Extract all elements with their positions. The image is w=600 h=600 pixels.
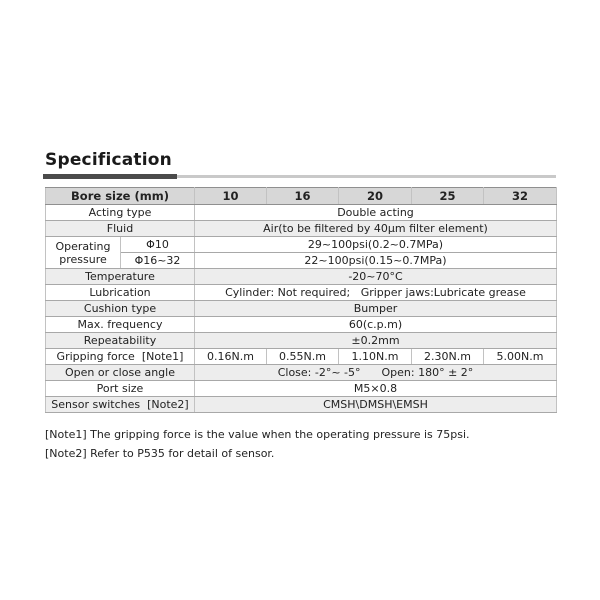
row-lubrication [46, 285, 557, 301]
row-value: 29~100psi(0.2~0.7MPa) [195, 237, 557, 253]
row-label: Repeatability [46, 333, 195, 349]
section-title: Specification [45, 150, 172, 170]
title-underline-dark [43, 174, 177, 179]
row-value: Bumper [195, 301, 557, 317]
specification-table [45, 187, 557, 413]
header-col-10: 10 [195, 188, 267, 205]
gripping-force-16: 0.55N.m [267, 349, 339, 365]
gripping-force-32: 5.00N.m [484, 349, 557, 365]
row-value: CMSH\DMSH\EMSH [195, 397, 557, 413]
title-underline [45, 174, 556, 179]
row-label: Acting type [46, 205, 195, 221]
spec-section [45, 149, 556, 463]
row-value: ±0.2mm [195, 333, 557, 349]
row-operating-pressure-2 [46, 253, 557, 269]
row-open-close-angle [46, 365, 557, 381]
header-col-20: 20 [339, 188, 412, 205]
row-label: Lubrication [46, 285, 195, 301]
row-value: 22~100psi(0.15~0.7MPa) [195, 253, 557, 269]
header-bore-size: Bore size (mm) [46, 188, 195, 205]
row-label: Cushion type [46, 301, 195, 317]
row-value: 60(c.p.m) [195, 317, 557, 333]
row-operating-pressure-1 [46, 237, 557, 253]
row-repeatability [46, 333, 557, 349]
gripping-force-20: 1.10N.m [339, 349, 412, 365]
row-label: Gripping force [Note1] [46, 349, 195, 365]
pressure-bore-phi16-32: Φ16~32 [121, 253, 195, 269]
row-label: Open or close angle [46, 365, 195, 381]
row-label: Fluid [46, 221, 195, 237]
row-fluid [46, 221, 557, 237]
gripping-force-10: 0.16N.m [195, 349, 267, 365]
row-port-size [46, 381, 557, 397]
header-col-25: 25 [412, 188, 484, 205]
note-1: [Note1] The gripping force is the value when the operating pressure is 75psi. [45, 428, 470, 441]
header-col-32: 32 [484, 188, 557, 205]
row-label: Temperature [46, 269, 195, 285]
note-2: [Note2] Refer to P535 for detail of sensor. [45, 447, 275, 460]
row-value: Cylinder: Not required; Gripper jaws:Lubricate grease [195, 285, 557, 301]
row-label: Operating pressure [46, 237, 121, 269]
footnotes [45, 425, 556, 463]
gripping-force-25: 2.30N.m [412, 349, 484, 365]
row-gripping-force [46, 349, 557, 365]
row-value: -20~70°C [195, 269, 557, 285]
row-acting-type [46, 205, 557, 221]
row-label: Max. frequency [46, 317, 195, 333]
pressure-bore-phi10: Φ10 [121, 237, 195, 253]
row-max-frequency [46, 317, 557, 333]
row-sensor-switches [46, 397, 557, 413]
row-label: Sensor switches [Note2] [46, 397, 195, 413]
row-label: Port size [46, 381, 195, 397]
row-cushion-type [46, 301, 557, 317]
row-value: Double acting [195, 205, 557, 221]
table-header-row [46, 188, 557, 205]
header-col-16: 16 [267, 188, 339, 205]
row-value: Air(to be filtered by 40μm filter element) [195, 221, 557, 237]
row-temperature [46, 269, 557, 285]
row-value: Close: -2°~ -5° Open: 180° ± 2° [195, 365, 557, 381]
row-value: M5×0.8 [195, 381, 557, 397]
